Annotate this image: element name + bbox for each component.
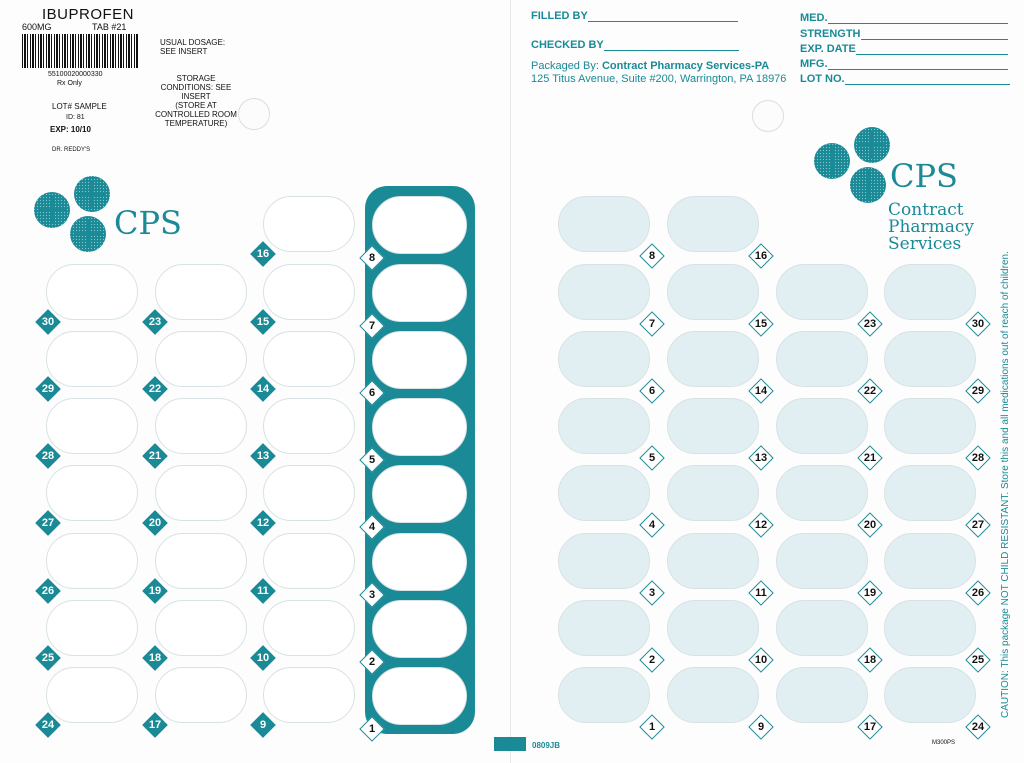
caution-text: CAUTION: This package NOT CHILD RESISTANT. Store this and all medications out of reach of children. [1000, 251, 1011, 718]
blister-cavity[interactable] [667, 331, 759, 387]
day-badge: 26 [965, 580, 991, 606]
id-number: ID: 81 [66, 114, 85, 121]
day-badge: 10 [250, 645, 276, 671]
blister-cavity[interactable] [884, 465, 976, 521]
blister-cavity[interactable] [155, 264, 247, 320]
color-code-block [494, 737, 526, 751]
checked-by-field[interactable]: CHECKED BY [531, 39, 739, 51]
day-badge: 1 [359, 716, 385, 742]
blister-cavity[interactable] [667, 465, 759, 521]
blister-cavity[interactable] [558, 600, 650, 656]
day-badge: 29 [35, 376, 61, 402]
mfg-field[interactable]: MFG. [800, 58, 1008, 70]
blister-cavity[interactable] [558, 667, 650, 723]
blister-cavity[interactable] [667, 398, 759, 454]
exp-date-field[interactable]: EXP. DATE [800, 43, 1008, 55]
blister-cavity[interactable] [667, 600, 759, 656]
usual-dosage: USUAL DOSAGE: SEE INSERT [160, 38, 226, 56]
day-badge: 23 [857, 311, 883, 337]
day-badge: 1 [639, 714, 665, 740]
form-code: M300PS [932, 740, 956, 746]
day-badge: 24 [35, 712, 61, 738]
strength-field[interactable]: STRENGTH [800, 28, 1008, 40]
day-badge: 10 [748, 647, 774, 673]
blister-cavity[interactable] [776, 264, 868, 320]
blister-cavity[interactable] [776, 667, 868, 723]
day-badge: 26 [35, 578, 61, 604]
day-badge: 15 [748, 311, 774, 337]
day-badge: 24 [965, 714, 991, 740]
blister-cavity[interactable] [155, 331, 247, 387]
drug-name: IBUPROFEN [42, 6, 135, 23]
company-name: Contract Pharmacy Services [888, 200, 975, 254]
day-badge: 21 [857, 445, 883, 471]
pill-icon [854, 127, 890, 163]
day-badge: 6 [639, 378, 665, 404]
blister-cavity[interactable] [155, 667, 247, 723]
pill-icon [34, 192, 70, 228]
blister-cavity[interactable] [155, 465, 247, 521]
blister-cavity[interactable] [884, 667, 976, 723]
tab-count: TAB #21 [92, 22, 127, 32]
day-badge: 22 [857, 378, 883, 404]
cps-monogram: CPS [890, 157, 958, 195]
med-field[interactable]: MED. [800, 12, 1008, 24]
day-badge: 4 [639, 512, 665, 538]
day-badge: 23 [142, 309, 168, 335]
day-badge: 16 [250, 241, 276, 267]
day-badge: 17 [142, 712, 168, 738]
blister-cavity[interactable] [263, 465, 355, 521]
day-badge: 13 [748, 445, 774, 471]
blister-cavity[interactable] [372, 667, 467, 725]
day-badge: 5 [359, 447, 385, 473]
day-badge: 11 [748, 580, 774, 606]
blister-cavity[interactable] [263, 667, 355, 723]
day-badge: 27 [965, 512, 991, 538]
blister-cavity[interactable] [884, 533, 976, 589]
day-badge: 19 [857, 580, 883, 606]
blister-cavity[interactable] [372, 196, 467, 254]
lot-number: LOT# SAMPLE [52, 102, 107, 111]
day-badge: 18 [857, 647, 883, 673]
day-badge: 20 [142, 510, 168, 536]
day-badge: 14 [748, 378, 774, 404]
blister-cavity[interactable] [155, 533, 247, 589]
blister-cavity[interactable] [884, 264, 976, 320]
blister-cavity[interactable] [558, 533, 650, 589]
punch-hole [752, 100, 784, 132]
blister-cavity[interactable] [155, 398, 247, 454]
day-badge: 25 [965, 647, 991, 673]
blister-cavity[interactable] [558, 196, 650, 252]
day-badge: 7 [359, 313, 385, 339]
cps-logo-right [810, 125, 960, 207]
blister-cavity[interactable] [263, 398, 355, 454]
day-badge: 30 [35, 309, 61, 335]
batch-code: 0809JB [532, 741, 561, 750]
pill-icon [74, 176, 110, 212]
lot-no-field[interactable]: LOT NO. [800, 73, 1010, 85]
drug-strength: 600MG [22, 22, 52, 32]
fold-line [510, 0, 511, 763]
blister-cavity[interactable] [558, 465, 650, 521]
storage-conditions: STORAGE CONDITIONS: SEE INSERT (STORE AT CONTROLLED ROOM TEMPERATURE) [155, 74, 237, 128]
cps-logo-left [30, 172, 182, 257]
blister-cavity[interactable] [558, 398, 650, 454]
day-badge: 28 [35, 443, 61, 469]
day-badge: 8 [639, 243, 665, 269]
blister-cavity[interactable] [558, 331, 650, 387]
day-badge: 5 [639, 445, 665, 471]
punch-hole [238, 98, 270, 130]
day-badge: 19 [142, 578, 168, 604]
blister-cavity[interactable] [884, 600, 976, 656]
blister-cavity[interactable] [263, 264, 355, 320]
day-badge: 3 [639, 580, 665, 606]
blister-cavity[interactable] [372, 465, 467, 523]
blister-cavity[interactable] [667, 264, 759, 320]
blister-cavity[interactable] [667, 196, 759, 252]
day-badge: 2 [639, 647, 665, 673]
pill-icon [814, 143, 850, 179]
filled-by-field[interactable]: FILLED BY [531, 10, 738, 22]
rx-only: Rx Only [57, 80, 82, 87]
blister-cavity[interactable] [372, 533, 467, 591]
day-badge: 20 [857, 512, 883, 538]
day-badge: 7 [639, 311, 665, 337]
day-badge: 27 [35, 510, 61, 536]
day-badge: 6 [359, 380, 385, 406]
blister-cavity[interactable] [776, 533, 868, 589]
blister-cavity[interactable] [776, 600, 868, 656]
blister-cavity[interactable] [776, 331, 868, 387]
blister-cavity[interactable] [372, 398, 467, 456]
manufacturer: DR. REDDY'S [52, 147, 91, 153]
pill-icon [70, 216, 106, 252]
blister-cavity[interactable] [776, 398, 868, 454]
day-badge: 28 [965, 445, 991, 471]
blister-cavity[interactable] [263, 533, 355, 589]
day-badge: 11 [250, 578, 276, 604]
day-badge: 25 [35, 645, 61, 671]
blister-cavity[interactable] [372, 331, 467, 389]
day-badge: 9 [748, 714, 774, 740]
day-badge: 8 [359, 245, 385, 271]
cps-monogram: CPS [114, 204, 182, 242]
blister-cavity[interactable] [667, 667, 759, 723]
day-badge: 18 [142, 645, 168, 671]
day-badge: 17 [857, 714, 883, 740]
blister-cavity[interactable] [263, 331, 355, 387]
blister-cavity[interactable] [558, 264, 650, 320]
day-badge: 12 [250, 510, 276, 536]
day-badge: 30 [965, 311, 991, 337]
day-badge: 13 [250, 443, 276, 469]
blister-cavity[interactable] [667, 533, 759, 589]
day-badge: 29 [965, 378, 991, 404]
day-badge: 2 [359, 649, 385, 675]
blister-cavity[interactable] [884, 331, 976, 387]
barcode [22, 34, 138, 68]
blister-cavity[interactable] [263, 600, 355, 656]
blister-cavity[interactable] [155, 600, 247, 656]
day-badge: 16 [748, 243, 774, 269]
day-badge: 12 [748, 512, 774, 538]
blister-cavity[interactable] [372, 600, 467, 658]
packaged-by: Packaged By: Contract Pharmacy Services-PA 125 Titus Avenue, Suite #200, Warrington, PA 18976 [531, 60, 787, 85]
blister-cavity[interactable] [372, 264, 467, 322]
blister-cavity[interactable] [263, 196, 355, 252]
day-badge: 21 [142, 443, 168, 469]
blister-cavity[interactable] [884, 398, 976, 454]
day-badge: 4 [359, 514, 385, 540]
expiration: EXP: 10/10 [50, 125, 91, 134]
day-badge: 22 [142, 376, 168, 402]
day-badge: 15 [250, 309, 276, 335]
day-badge: 14 [250, 376, 276, 402]
pill-icon [850, 167, 886, 203]
day-badge: 3 [359, 582, 385, 608]
blister-cavity[interactable] [776, 465, 868, 521]
day-badge: 9 [250, 712, 276, 738]
ndc-number: 55100020000330 [48, 71, 103, 78]
